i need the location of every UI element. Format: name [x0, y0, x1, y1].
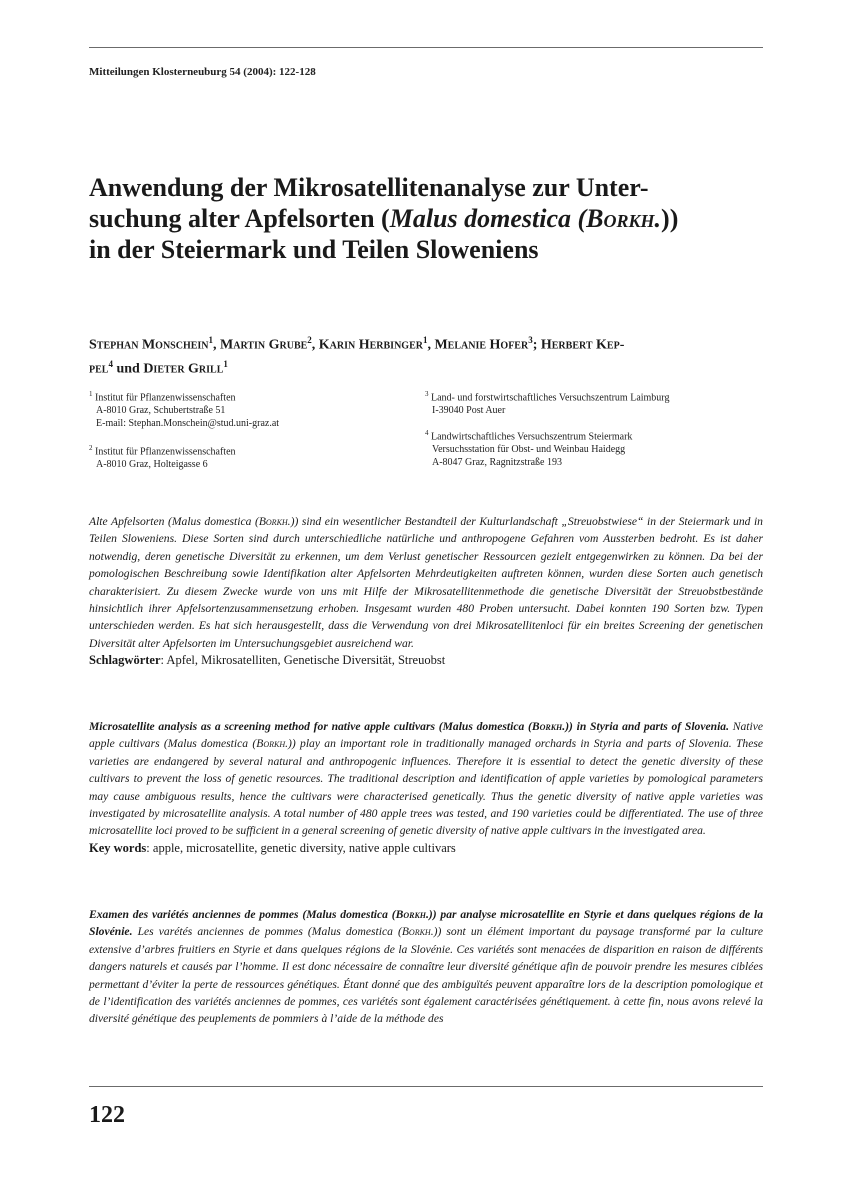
affiliation-2	[89, 442, 409, 471]
affiliation-4	[425, 427, 765, 469]
affil-number: 3	[425, 390, 429, 398]
title-line-2	[89, 203, 769, 234]
author-name: Dieter Grill	[143, 361, 224, 377]
keywords-label: Schlagwörter	[89, 653, 161, 668]
abstract-title: )) par analyse microsatellite en Styrie et dans quelques régions de la Slovénie.	[89, 908, 763, 939]
affil-line: A-8010 Graz, Schubertstraße 51	[96, 405, 226, 417]
footer-rule	[89, 1086, 763, 1087]
affil-line: I-39040 Post Auer	[432, 405, 506, 417]
affil-ref: 3	[528, 335, 533, 345]
title-line-1: Anwendung der Mikrosatellitenanalyse zur Unter-	[89, 173, 649, 202]
author-name: Melanie Hofer	[434, 337, 529, 353]
abstract-french	[89, 906, 763, 1028]
keywords-german	[89, 652, 763, 669]
header-rule	[89, 47, 763, 48]
affil-line: A-8010 Graz, Holteigasse 6	[96, 459, 208, 471]
keywords-label: Key words	[89, 840, 147, 855]
affil-number: 1	[89, 390, 93, 398]
abstract-text: Native apple cultivars (Malus domestica (	[89, 720, 763, 751]
species-name: Malus domestica	[389, 204, 571, 233]
affil-ref: 2	[307, 335, 312, 345]
page-number: 122	[89, 1102, 125, 1128]
abstract-title: Microsatellite analysis as a screening method for native apple cultivars (Malus domestica (	[89, 720, 532, 733]
abstract-text: Les varétés anciennes de pommes (Malus domestica (	[132, 925, 402, 939]
title-paren: (	[571, 204, 587, 233]
abstract-text: )) play an important role in traditionally managed orchards in Styria and parts of Slovenia. These varieties are endangered by several natural and anthropogenic influences. Therefore it is essential to detect the genetic diversity of these cultivars to prevent the loss of genetic resources. The traditional description and identification of apple varieties by pomological parameters may cause ambiguous results, hence the cultivars were characterised genetically. Thus the genetic diversity of native apple varieties was investigated by microsatellite analysis. A total number of 480 apple trees was tested, and 190 varieties could be differentiated. The use of three microsatellite loci proved to be sufficient in a general screening of genetic diversity of native apple cultivars in the investigated area.	[89, 737, 764, 838]
author-name-cont: pel	[89, 361, 109, 377]
affil-line: Land- und forstwirtschaftliches Versuchszentrum Laimburg	[428, 392, 670, 404]
affil-ref: 1	[422, 335, 428, 345]
taxon-author: Borkh.	[258, 515, 291, 528]
journal-citation: Mitteilungen Klosterneuburg 54 (2004): 122-128	[89, 66, 316, 78]
affil-email: E-mail: Stephan.Monschein@stud.uni-graz.at	[96, 418, 280, 430]
keywords-text: : apple, microsatellite, genetic diversity, native apple cultivars	[146, 840, 456, 855]
title-line-3: in der Steiermark und Teilen Sloweniens	[89, 235, 539, 264]
abstract-text: Alte Apfelsorten (Malus domestica (	[89, 515, 259, 528]
abstract-text: )) sont un élément important du paysage transformé par la culture extensive d’arbres fruitiers en Styrie et dans quelques régions de la Slovénie. Ces variétés sont menacées de disparition en raison de différents dangers naturels et causés par l’homme. Il est donc nécessaire de connaître leur diversité génétique afin de pouvoir prendre les mesures ciblées permettant d’éviter la perte de ressources génétiques. Étant donné que des ambiguïtés peuvent apparaître lors de la description pomologique et de l’identification des variétés anciennes de pommes, ces variétés sont également caractérisées génétiquement. à cette fin, nous avons relevé la diversité génétique des peuplements de pommiers à l’aide de la méthode des	[89, 925, 763, 1026]
taxon-author: Borkh.	[586, 204, 662, 233]
author-name: Herbert Kep-	[540, 337, 625, 353]
author-name: Stephan Monschein	[89, 337, 209, 353]
keywords-text: : Apfel, Mikrosatelliten, Genetische Diversität, Streuobst	[160, 653, 446, 668]
author-list: Stephan Monschein$^1$, Martin Grube$^2$, Karin Herbinger$^1$, Melanie Hofer$^3$; Herbert Kep- pel$^4$ und Dieter Grill$^1$	[89, 335, 625, 377]
abstract-title: Examen des variétés anciennes de pommes (Malus domestica (	[89, 908, 396, 921]
taxon-author: Borkh.	[395, 908, 429, 921]
article-title	[89, 172, 769, 265]
keywords-english	[89, 840, 763, 857]
affil-line: Institut für Pflanzenwissenschaften	[92, 392, 236, 404]
affil-number: 2	[89, 444, 93, 452]
affil-ref: 4	[108, 358, 113, 369]
taxon-author: Borkh.	[401, 925, 434, 939]
affil-ref: 1	[208, 335, 214, 345]
abstract-english	[89, 718, 763, 857]
title-text: suchung alter Apfelsorten (	[89, 204, 390, 233]
author-name: Karin Herbinger	[318, 337, 423, 353]
taxon-author: Borkh.	[531, 720, 566, 733]
affil-line: A-8047 Graz, Ragnitzstraße 193	[432, 457, 562, 469]
affiliation-3	[425, 388, 765, 417]
affil-line: Institut für Pflanzenwissenschaften	[92, 446, 236, 458]
affil-line: Landwirtschaftliches Versuchszentrum Steiermark	[428, 431, 633, 443]
title-paren-close: ))	[661, 204, 679, 233]
abstract-title: )) in Styria and parts of Slovenia.	[565, 720, 729, 733]
abstract-text: )) sind ein wesentlicher Bestandteil der Kulturlandschaft „Streuobstwiese“ in der Steiermark und in Teilen Sloweniens. Diese Sorten sind durch unterschiedliche natürliche und anthropogene Gefahren vom Aussterben bedroht. Es ist daher notwendig, deren genetische Diversität zu erkennen, um dem Verlust genetischer Ressourcen gezielt entgegenwirken zu können. Da bei der pomologischen Beschreibung sowie Identifikation alter Apfelsorten Mehrdeutigkeiten auftreten können, wurden diese Sorten auch genetisch charakterisiert. Zu diesem Zwecke wurde von uns mit Hilfe der Mikrosatellitenmethode die genetische Diversität der Streuobstbestände hinsichtlich ihrer Apfelsortenzusammensetzung erhoben. Insgesamt wurden 480 Proben untersucht. Dabei konnten 190 Sorten bzw. Typen unterschieden werden. Es hat sich herausgestellt, dass die Verwendung von drei Mikrosatellitenloci für ein breites Screening der genetischen Diversität alter Apfelsorten im Untersuchungsgebiet ausreichend war.	[89, 515, 763, 650]
affil-number: 4	[425, 429, 429, 437]
taxon-author: Borkh.	[256, 737, 288, 751]
affil-line: Versuchsstation für Obst- und Weinbau Haidegg	[432, 444, 626, 456]
affiliation-1	[89, 388, 409, 430]
author-name: Martin Grube	[220, 337, 308, 353]
affil-ref: 1	[223, 358, 228, 369]
author-conjunction: und	[112, 361, 144, 377]
abstract-german	[89, 513, 763, 670]
